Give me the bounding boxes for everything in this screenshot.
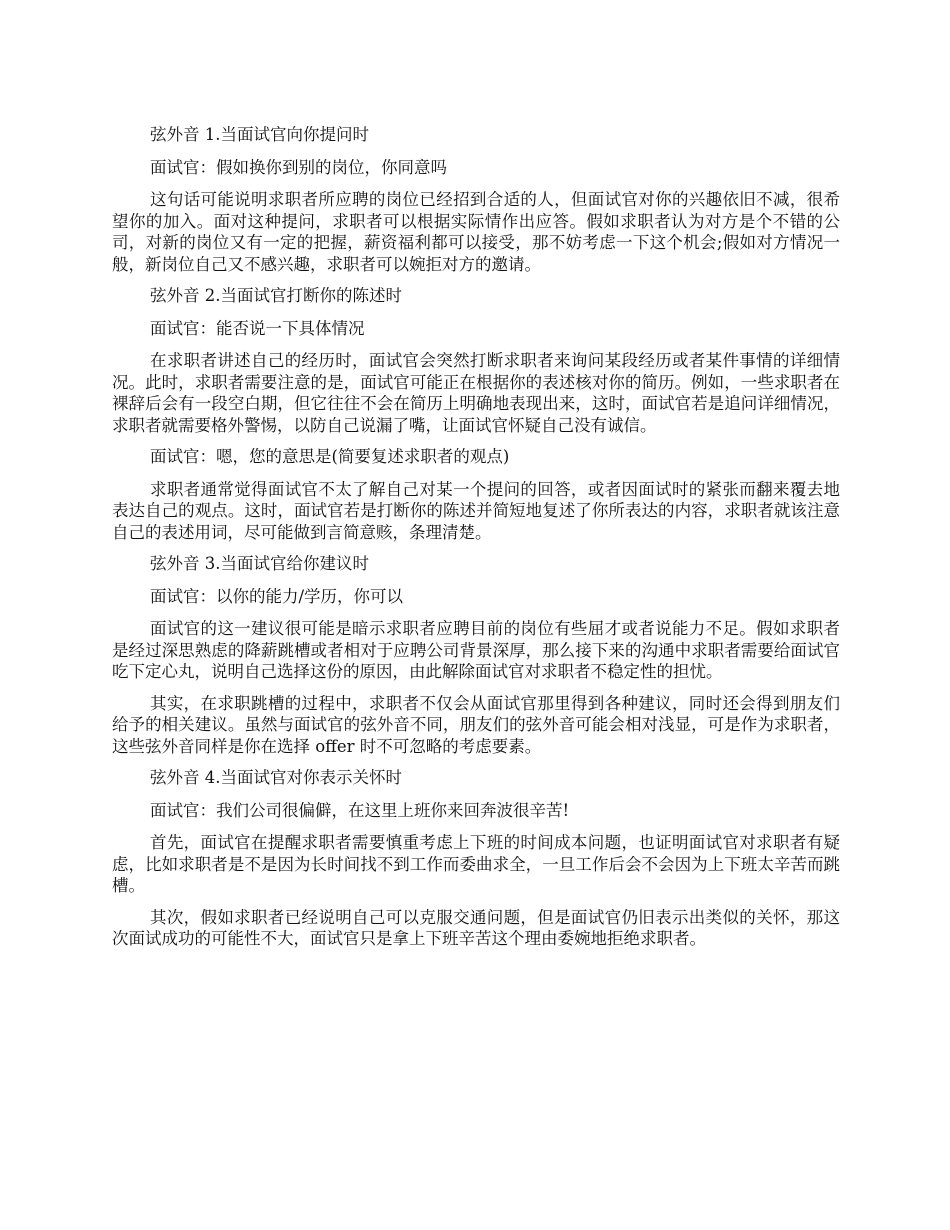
interviewer-quote-3: 面试官：嗯，您的意思是(简要复述求职者的观点) xyxy=(150,447,510,466)
section-heading-2: 弦外音 2.当面试官打断你的陈述时 xyxy=(150,286,402,305)
section-heading-4: 弦外音 4.当面试官对你表示关怀时 xyxy=(150,768,402,787)
interviewer-quote-4: 面试官：以你的能力/学历，你可以 xyxy=(150,586,404,606)
interviewer-quote-1: 面试官：假如换你到别的岗位，你同意吗 xyxy=(150,157,447,177)
section-heading-1: 弦外音 1.当面试官向你提问时 xyxy=(150,125,369,144)
body-paragraph-5: 其实，在求职跳槽的过程中，求职者不仅会从面试官那里得到各种建议，同时还会得到朋友们给予的相关建议。虽然与面试官的弦外音不同，朋友们的弦外音可能会相对浅显，可是作为求职者，这些弦外音同样是你在选择 offer 时不可忽略的考虑要素。 xyxy=(112,693,840,756)
section-heading-3: 弦外音 3.当面试官给你建议时 xyxy=(150,554,369,573)
body-paragraph-3: 求职者通常觉得面试官不太了解自己对某一个提问的回答，或者因面试时的紧张而翻来覆去地表达自己的观点。这时，面试官若是打断你的陈述并简短地复述了你所表达的内容，求职者就该注意自己的表述用词，尽可能做到言简意赅，条理清楚。 xyxy=(112,479,840,542)
document-page xyxy=(112,124,840,960)
body-paragraph-4: 面试官的这一建议很可能是暗示求职者应聘目前的岗位有些屈才或者说能力不足。假如求职者是经过深思熟虑的降薪跳槽或者相对于应聘公司背景深厚，那么接下来的沟通中求职者需要给面试官吃下定心丸，说明自己选择这份的原因，由此解除面试官对求职者不稳定性的担忧。 xyxy=(112,619,840,681)
body-paragraph-6: 首先，面试官在提醒求职者需要慎重考虑上下班的时间成本问题，也证明面试官对求职者有疑虑，比如求职者是不是因为长时间找不到工作而委曲求全，一旦工作后会不会因为上下班太辛苦而跳槽。 xyxy=(112,833,840,895)
body-paragraph-2: 在求职者讲述自己的经历时，面试官会突然打断求职者来询问某段经历或者某件事情的详细情况。此时，求职者需要注意的是，面试官可能正在根据你的表述核对你的简历。例如，一些求职者在裸辞后会有一段空白期，但它往往不会在简历上明确地表现出来，这时，面试官若是追问详细情况，求职者就需要格外警惕，以防自己说漏了嘴，让面试官怀疑自己没有诚信。 xyxy=(112,351,840,435)
body-paragraph-7: 其次，假如求职者已经说明自己可以克服交通问题，但是面试官仍旧表示出类似的关怀，那这次面试成功的可能性不大，面试官只是拿上下班辛苦这个理由委婉地拒绝求职者。 xyxy=(112,907,840,948)
interviewer-quote-5: 面试官：我们公司很偏僻，在这里上班你来回奔波很辛苦! xyxy=(150,800,570,820)
interviewer-quote-2: 面试官：能否说一下具体情况 xyxy=(150,318,365,338)
body-paragraph-1: 这句话可能说明求职者所应聘的岗位已经招到合适的人，但面试官对你的兴趣依旧不减，很希望你的加入。面对这种提问，求职者可以根据实际情作出应答。假如求职者认为对方是个不错的公司，对新的岗位又有一定的把握，薪资福利都可以接受，那不妨考虑一下这个机会;假如对方情况一般，新岗位自己又不感兴趣，求职者可以婉拒对方的邀请。 xyxy=(112,190,840,274)
